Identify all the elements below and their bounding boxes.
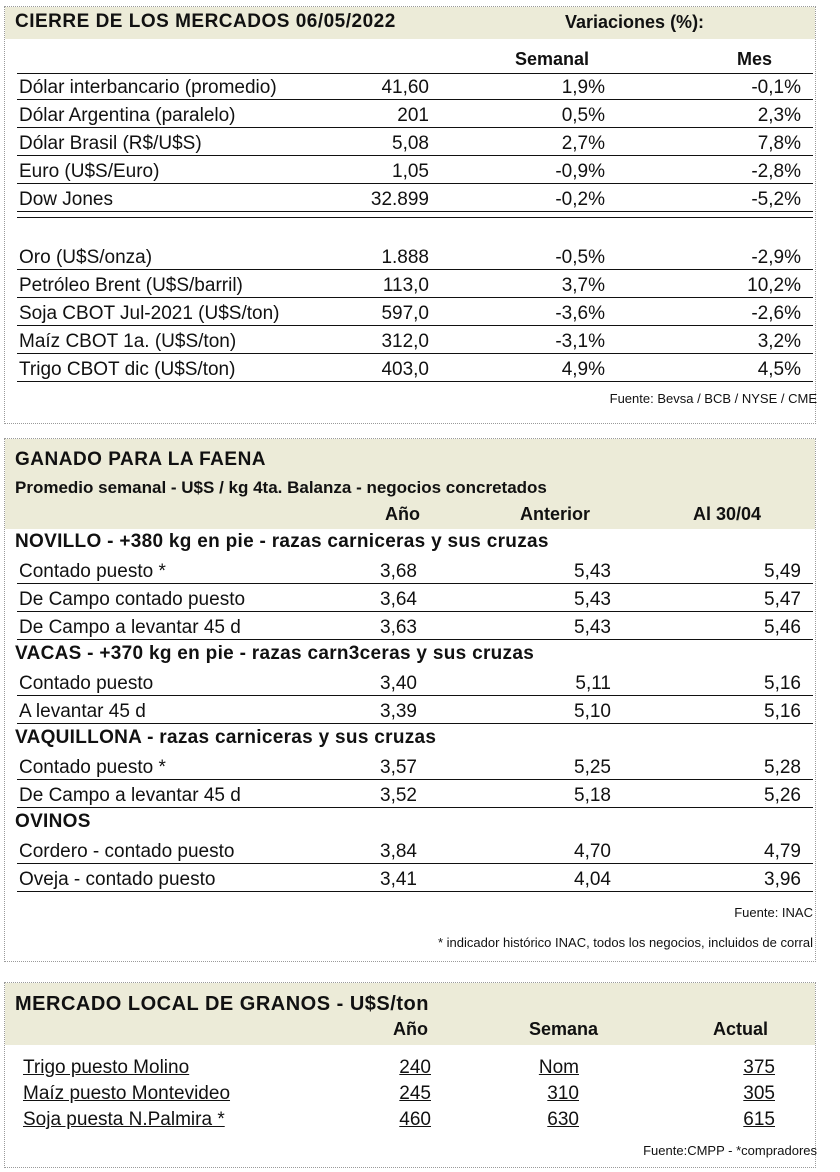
grain-year: 460 (399, 1109, 431, 1130)
cattle-prev: 5,10 (574, 701, 611, 722)
market-month: 10,2% (747, 275, 801, 296)
col-month: Mes (737, 49, 773, 69)
cattle-year: 3,39 (380, 701, 417, 722)
col-weekly: Semanal (515, 49, 590, 69)
grains-panel (4, 982, 816, 1168)
cattle-label: Oveja - contado puesto (19, 869, 216, 890)
cattle-cur: 5,49 (764, 561, 801, 582)
col-year: Año (385, 504, 420, 524)
cattle-cur: 5,16 (764, 673, 801, 694)
row-underline (17, 863, 813, 864)
row-underline (17, 611, 813, 612)
market-label: Soja CBOT Jul-2021 (U$S/ton) (19, 303, 280, 324)
cattle-year: 3,68 (380, 561, 417, 582)
market-weekly: 1,9% (561, 77, 605, 98)
cattle-source: Fuente: INAC (734, 905, 813, 920)
market-label: Petróleo Brent (U$S/barril) (19, 275, 243, 296)
market-value: 597,0 (381, 303, 429, 324)
row-underline (17, 807, 813, 808)
cattle-cur: 5,16 (764, 701, 801, 722)
cattle-title: GANADO PARA LA FAENA (15, 449, 267, 470)
row-underline (17, 639, 813, 640)
market-value: 403,0 (381, 359, 429, 380)
market-value: 113,0 (382, 275, 429, 296)
grains-source: Fuente:CMPP - *compradores (643, 1143, 817, 1158)
section-title: NOVILLO - +380 kg en pie - razas carniceras y sus cruzas (15, 531, 549, 552)
markets-title: CIERRE DE LOS MERCADOS 06/05/2022 (15, 11, 396, 32)
market-weekly: 0,5% (561, 105, 605, 126)
market-label: Oro (U$S/onza) (19, 247, 153, 268)
row-underline (17, 127, 813, 128)
row-underline (17, 183, 813, 184)
row-underline (17, 583, 813, 584)
cattle-year: 3,57 (380, 757, 417, 778)
divider (17, 73, 813, 74)
market-value: 312,0 (381, 331, 429, 352)
cattle-cur: 5,26 (764, 785, 801, 806)
cattle-label: Contado puesto (19, 673, 154, 694)
market-label: Trigo CBOT dic (U$S/ton) (19, 359, 236, 380)
section-title: OVINOS (15, 811, 91, 832)
market-month: -2,6% (751, 303, 801, 324)
row-underline (17, 779, 813, 780)
market-label: Dólar Brasil (R$/U$S) (19, 133, 202, 154)
cattle-cur: 3,96 (764, 869, 801, 890)
market-weekly: 3,7% (561, 275, 605, 296)
market-label: Dólar interbancario (promedio) (19, 77, 277, 98)
cattle-cur: 4,79 (764, 841, 801, 862)
row-underline (17, 381, 813, 382)
grain-year: 245 (399, 1083, 431, 1104)
col-previous: Anterior (520, 504, 591, 524)
col-current: Actual (713, 1019, 769, 1039)
cattle-prev: 5,43 (574, 617, 611, 638)
grain-cur: 375 (743, 1057, 775, 1078)
cattle-label: A levantar 45 d (19, 701, 146, 722)
market-month: -2,9% (751, 247, 801, 268)
market-value: 5,08 (392, 133, 429, 154)
market-value: 1.888 (381, 247, 429, 268)
market-month: -2,8% (751, 161, 801, 182)
market-value: 32.899 (370, 189, 429, 210)
row-underline (17, 155, 813, 156)
cattle-label: De Campo contado puesto (19, 589, 246, 610)
cattle-label: Contado puesto * (19, 757, 166, 778)
market-value: 1,05 (392, 161, 429, 182)
market-value: 41,60 (381, 77, 429, 98)
market-month: -0,1% (751, 77, 801, 98)
cattle-prev: 5,43 (574, 589, 611, 610)
market-weekly: -0,9% (555, 161, 605, 182)
market-weekly: -0,5% (555, 247, 605, 268)
grain-label: Maíz puesto Montevideo (23, 1083, 231, 1104)
row-underline (17, 99, 813, 100)
col-year: Año (393, 1019, 428, 1039)
market-weekly: 4,9% (561, 359, 605, 380)
cattle-year: 3,64 (380, 589, 417, 610)
cattle-year: 3,63 (380, 617, 417, 638)
row-underline (17, 695, 813, 696)
row-underline (17, 297, 813, 298)
cattle-year: 3,52 (380, 785, 417, 806)
market-label: Euro (U$S/Euro) (19, 161, 160, 182)
cattle-cur: 5,28 (764, 757, 801, 778)
grain-week: Nom (538, 1057, 579, 1078)
col-date: Al 30/04 (693, 504, 762, 524)
market-weekly: -3,1% (555, 331, 605, 352)
cattle-cur: 5,47 (764, 589, 801, 610)
row-underline (17, 723, 813, 724)
cattle-panel (4, 438, 816, 962)
row-underline (17, 891, 813, 892)
grain-cur: 305 (743, 1083, 775, 1104)
row-underline (17, 211, 813, 212)
cattle-prev: 5,25 (574, 757, 611, 778)
cattle-footnote: * indicador histórico INAC, todos los negocios, incluidos de corral (437, 935, 813, 950)
grains-title: MERCADO LOCAL DE GRANOS - U$S/ton (15, 993, 429, 1015)
market-month: 4,5% (757, 359, 801, 380)
cattle-prev: 5,18 (574, 785, 611, 806)
cattle-prev: 5,11 (575, 673, 611, 694)
market-label: Dólar Argentina (paralelo) (19, 105, 236, 126)
grain-cur: 615 (743, 1109, 775, 1130)
market-weekly: -3,6% (555, 303, 605, 324)
cattle-prev: 5,43 (574, 561, 611, 582)
cattle-label: De Campo a levantar 45 d (19, 617, 241, 638)
markets-source: Fuente: Bevsa / BCB / NYSE / CME (609, 391, 817, 406)
cattle-cur: 5,46 (764, 617, 801, 638)
variations-header: Variaciones (%): (565, 12, 705, 32)
cattle-year: 3,41 (380, 869, 417, 890)
cattle-year: 3,40 (380, 673, 417, 694)
market-month: -5,2% (751, 189, 801, 210)
grain-week: 310 (547, 1083, 579, 1104)
row-underline (17, 269, 813, 270)
row-underline (17, 325, 813, 326)
market-month: 2,3% (757, 105, 801, 126)
market-weekly: 2,7% (561, 133, 605, 154)
market-label: Maíz CBOT 1a. (U$S/ton) (19, 331, 237, 352)
markets-panel (4, 6, 816, 424)
row-underline (17, 353, 813, 354)
market-month: 7,8% (757, 133, 801, 154)
section-title: VAQUILLONA - razas carniceras y sus cruzas (15, 727, 437, 748)
col-week: Semana (529, 1019, 599, 1039)
market-weekly: -0,2% (555, 189, 605, 210)
section-divider (17, 217, 813, 218)
market-month: 3,2% (757, 331, 801, 352)
section-title: VACAS - +370 kg en pie - razas carn3ceras y sus cruzas (15, 643, 535, 664)
grain-week: 630 (547, 1109, 579, 1130)
cattle-label: Cordero - contado puesto (19, 841, 235, 862)
cattle-year: 3,84 (380, 841, 417, 862)
grain-label: Soja puesta N.Palmira * (23, 1109, 225, 1130)
market-label: Dow Jones (19, 189, 113, 210)
cattle-subtitle: Promedio semanal - U$S / kg 4ta. Balanza - negocios concretados (15, 478, 547, 497)
grain-label: Trigo puesto Molino (23, 1057, 190, 1078)
market-value: 201 (397, 105, 429, 126)
cattle-prev: 4,04 (574, 869, 611, 890)
cattle-prev: 4,70 (574, 841, 611, 862)
cattle-label: Contado puesto * (19, 561, 166, 582)
cattle-label: De Campo a levantar 45 d (19, 785, 241, 806)
grain-year: 240 (399, 1057, 431, 1078)
